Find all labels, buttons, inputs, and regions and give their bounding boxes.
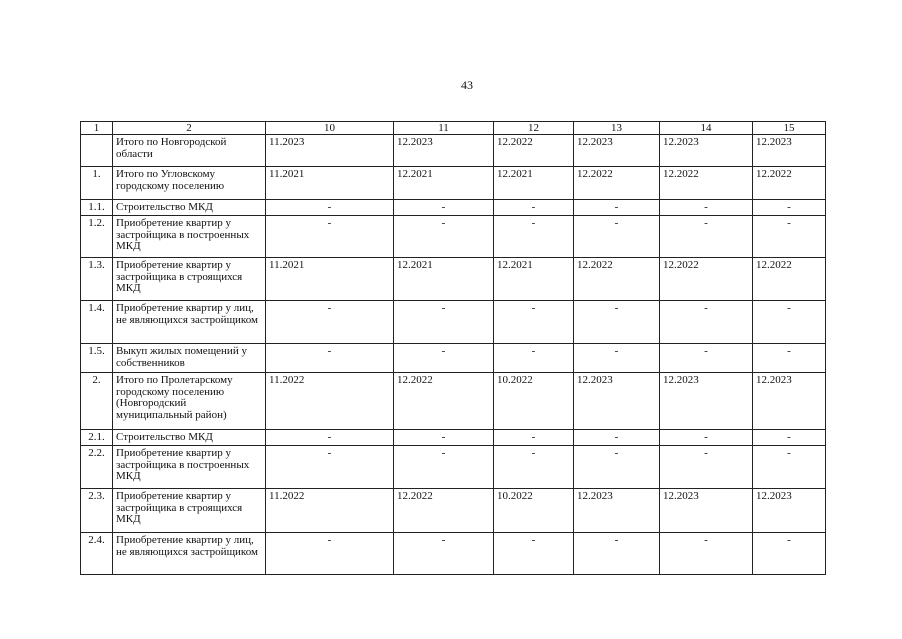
row-number: 2.2. [81, 446, 113, 489]
column-header: 13 [574, 122, 660, 135]
table-cell: 11.2023 [266, 135, 394, 167]
table-cell: - [494, 344, 574, 373]
header-row [81, 122, 826, 135]
column-header: 10 [266, 122, 394, 135]
table-cell: - [266, 301, 394, 344]
table-cell: - [660, 533, 753, 575]
table-cell: 12.2023 [660, 489, 753, 533]
table-cell: 11.2022 [266, 373, 394, 430]
table-cell: 11.2022 [266, 489, 394, 533]
table-cell: 12.2021 [394, 167, 494, 200]
table-row [81, 135, 826, 167]
table-cell: - [494, 200, 574, 216]
table-cell: - [753, 344, 826, 373]
row-name: Приобретение квартир у застройщика в построенных МКД [113, 446, 266, 489]
column-header: 12 [494, 122, 574, 135]
row-name: Приобретение квартир у застройщика в строящихся МКД [113, 489, 266, 533]
table-cell: - [394, 200, 494, 216]
table-cell: - [394, 533, 494, 575]
table-row [81, 200, 826, 216]
table-cell: 12.2022 [394, 373, 494, 430]
table-cell: 12.2021 [494, 258, 574, 301]
table-cell: - [660, 301, 753, 344]
table-cell: 12.2022 [660, 258, 753, 301]
row-number: 1. [81, 167, 113, 200]
table-cell: 12.2023 [394, 135, 494, 167]
row-name: Итого по Пролетарскому городскому поселению (Новгородский муниципальный район) [113, 373, 266, 430]
row-number: 2. [81, 373, 113, 430]
table-cell: - [753, 200, 826, 216]
table-row [81, 344, 826, 373]
table-cell: - [574, 301, 660, 344]
row-name: Приобретение квартир у застройщика в построенных МКД [113, 216, 266, 258]
row-number [81, 135, 113, 167]
table-cell: 10.2022 [494, 489, 574, 533]
column-header: 14 [660, 122, 753, 135]
row-name: Строительство МКД [113, 430, 266, 446]
table-cell: - [574, 344, 660, 373]
table-cell: - [494, 216, 574, 258]
table-cell: - [394, 430, 494, 446]
table-cell: - [494, 430, 574, 446]
table-cell: - [494, 446, 574, 489]
table-cell: - [660, 216, 753, 258]
row-number: 1.3. [81, 258, 113, 301]
table-cell: 12.2023 [753, 135, 826, 167]
resettlement-schedule-table [80, 121, 826, 575]
table-cell: 12.2022 [660, 167, 753, 200]
row-name: Выкуп жилых помещений у собственников [113, 344, 266, 373]
table-cell: - [394, 301, 494, 344]
table-cell: - [753, 216, 826, 258]
row-number: 1.1. [81, 200, 113, 216]
row-number: 1.5. [81, 344, 113, 373]
table-cell: - [494, 533, 574, 575]
row-name: Приобретение квартир у лиц, не являющихся застройщиком [113, 533, 266, 575]
column-header: 1 [81, 122, 113, 135]
row-number: 2.3. [81, 489, 113, 533]
table-cell: 12.2022 [574, 167, 660, 200]
table-row [81, 216, 826, 258]
table-cell: 12.2022 [753, 258, 826, 301]
table-cell: - [753, 533, 826, 575]
table-cell: - [394, 446, 494, 489]
row-name: Строительство МКД [113, 200, 266, 216]
table-cell: 12.2023 [753, 489, 826, 533]
table-row [81, 373, 826, 430]
table-cell: 12.2023 [753, 373, 826, 430]
table-cell: - [394, 344, 494, 373]
table-cell: 12.2022 [494, 135, 574, 167]
row-number: 2.4. [81, 533, 113, 575]
table-cell: - [266, 533, 394, 575]
row-name: Итого по Угловскому городскому поселению [113, 167, 266, 200]
table-cell: - [266, 344, 394, 373]
table-cell: 12.2021 [494, 167, 574, 200]
table-cell: 12.2022 [574, 258, 660, 301]
row-name: Приобретение квартир у лиц, не являющихся застройщиком [113, 301, 266, 344]
table-cell: - [574, 533, 660, 575]
table-row [81, 489, 826, 533]
table-cell: 12.2022 [394, 489, 494, 533]
table-cell: 10.2022 [494, 373, 574, 430]
table-row [81, 301, 826, 344]
table-cell: - [266, 200, 394, 216]
table-cell: - [266, 446, 394, 489]
table-row [81, 167, 826, 200]
table-cell: - [574, 200, 660, 216]
table-cell: - [660, 430, 753, 446]
table-row [81, 446, 826, 489]
row-name: Итого по Новгородской области [113, 135, 266, 167]
table-cell: 12.2023 [660, 373, 753, 430]
table-cell: - [660, 446, 753, 489]
table-cell: 12.2023 [574, 373, 660, 430]
table-cell: - [574, 430, 660, 446]
table-cell: - [266, 216, 394, 258]
table-cell: - [753, 430, 826, 446]
table-cell: - [574, 216, 660, 258]
row-name: Приобретение квартир у застройщика в строящихся МКД [113, 258, 266, 301]
table-cell: - [494, 301, 574, 344]
table-cell: - [660, 200, 753, 216]
table-cell: 12.2022 [753, 167, 826, 200]
table-cell: - [753, 446, 826, 489]
table-cell: - [574, 446, 660, 489]
row-number: 2.1. [81, 430, 113, 446]
column-header: 11 [394, 122, 494, 135]
table-cell: - [394, 216, 494, 258]
row-number: 1.4. [81, 301, 113, 344]
table-row [81, 430, 826, 446]
row-number: 1.2. [81, 216, 113, 258]
table-row [81, 533, 826, 575]
table-cell: 12.2023 [574, 489, 660, 533]
table-cell: - [266, 430, 394, 446]
table-cell: - [660, 344, 753, 373]
table-cell: 12.2023 [660, 135, 753, 167]
table-row [81, 258, 826, 301]
table-cell: 12.2023 [574, 135, 660, 167]
table-cell: 12.2021 [394, 258, 494, 301]
table-cell: 11.2021 [266, 167, 394, 200]
table-cell: - [753, 301, 826, 344]
page-number: 43 [461, 78, 473, 92]
column-header: 2 [113, 122, 266, 135]
column-header: 15 [753, 122, 826, 135]
table-cell: 11.2021 [266, 258, 394, 301]
